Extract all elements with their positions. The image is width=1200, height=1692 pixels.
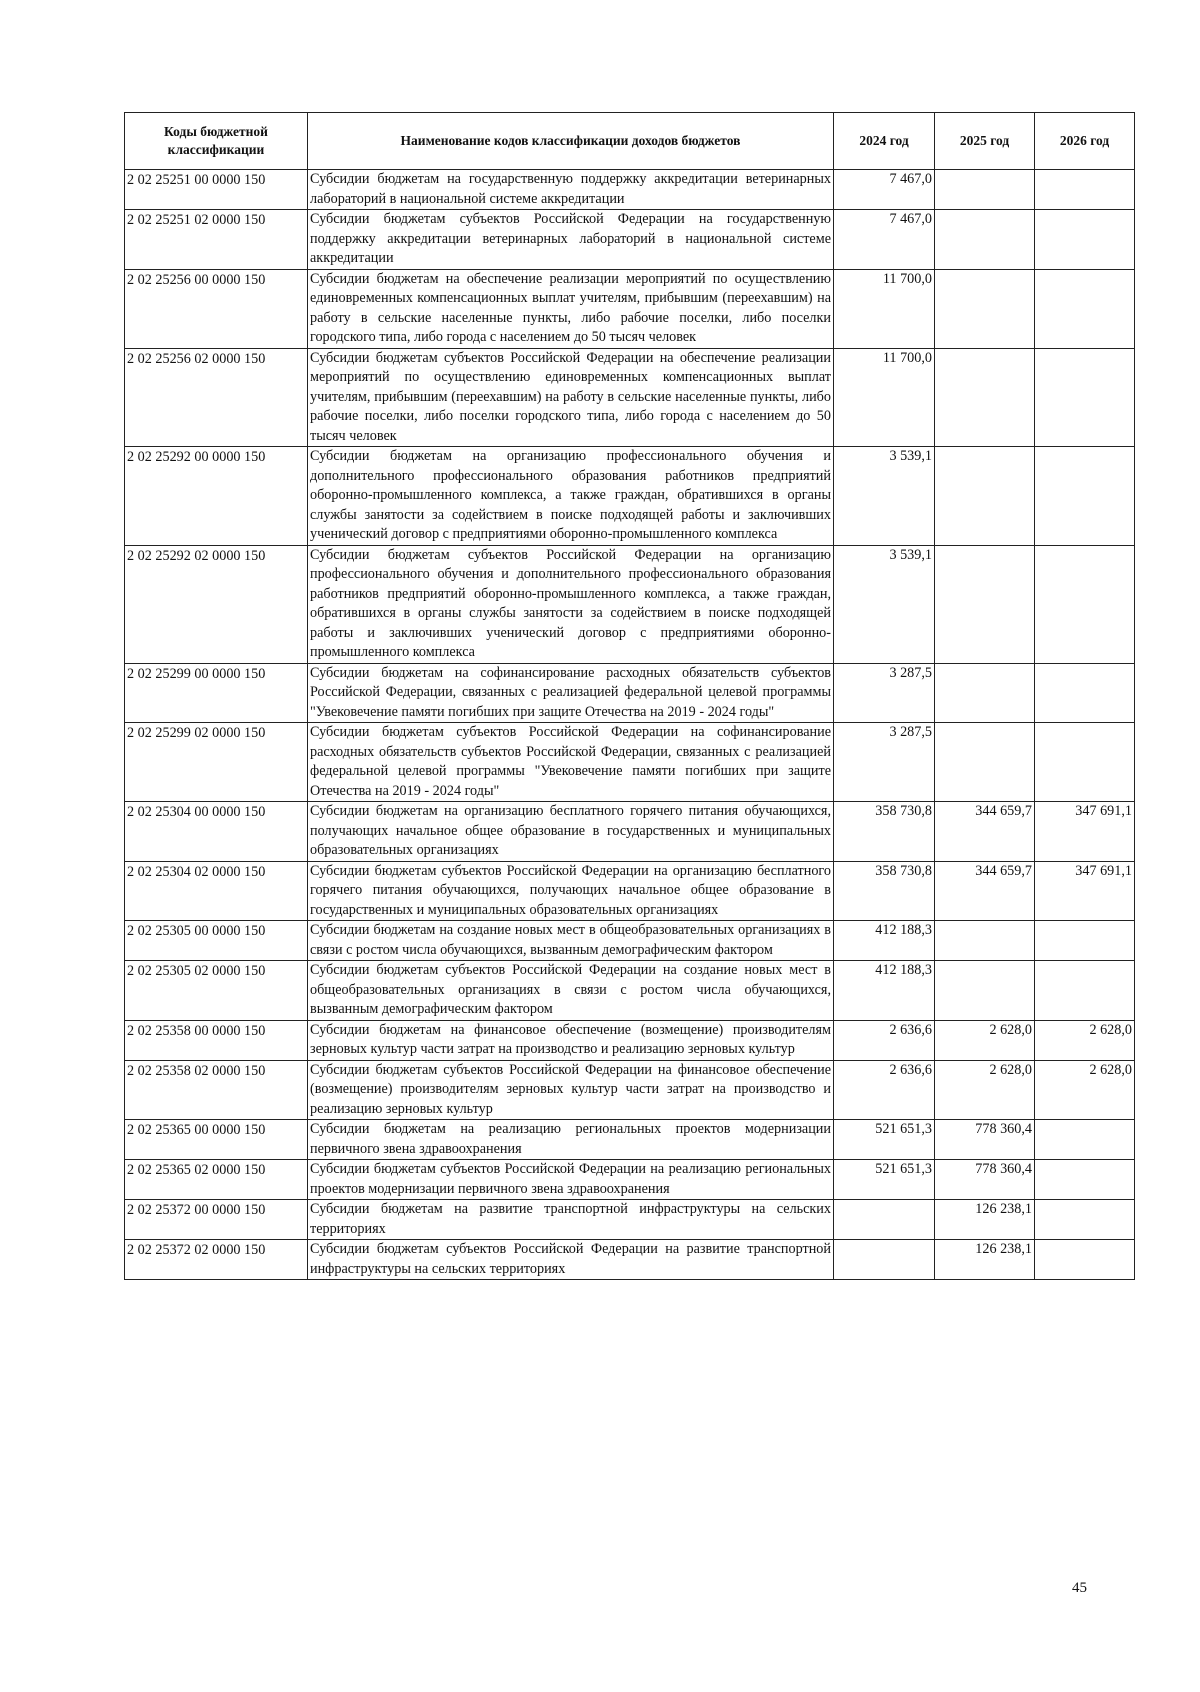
table-row bbox=[125, 723, 1135, 802]
header-name: Наименование кодов классификации доходов бюджетов bbox=[308, 113, 834, 170]
value-2025-cell bbox=[935, 269, 1035, 348]
value-2026-cell bbox=[1035, 921, 1135, 961]
value-2024-cell: 358 730,8 bbox=[834, 802, 935, 862]
value-2025-cell: 2 628,0 bbox=[935, 1060, 1035, 1120]
table-row bbox=[125, 210, 1135, 270]
value-2026-cell bbox=[1035, 170, 1135, 210]
table-row bbox=[125, 802, 1135, 862]
value-2026-cell bbox=[1035, 961, 1135, 1021]
table-row bbox=[125, 348, 1135, 447]
code-cell: 2 02 25365 00 0000 150 bbox=[125, 1120, 308, 1160]
value-2024-cell: 521 651,3 bbox=[834, 1160, 935, 1200]
value-2026-cell bbox=[1035, 545, 1135, 663]
value-2024-cell: 521 651,3 bbox=[834, 1120, 935, 1160]
table-row bbox=[125, 961, 1135, 1021]
name-cell: Субсидии бюджетам на организацию бесплатного горячего питания обучающихся, получающих начальное общее образование в государственных и муниципальных образовательных организациях bbox=[308, 802, 834, 862]
name-cell: Субсидии бюджетам на обеспечение реализации мероприятий по осуществлению единовременных компенсационных выплат учителям, прибывшим (переехавшим) на работу в сельские населенные пункты, либо рабочие поселки, либо поселки городского типа, либо города с населением до 50 тысяч человек bbox=[308, 269, 834, 348]
budget-classification-table bbox=[124, 112, 1135, 1280]
value-2026-cell: 2 628,0 bbox=[1035, 1020, 1135, 1060]
value-2024-cell: 358 730,8 bbox=[834, 861, 935, 921]
value-2024-cell: 2 636,6 bbox=[834, 1060, 935, 1120]
code-cell: 2 02 25358 02 0000 150 bbox=[125, 1060, 308, 1120]
value-2025-cell bbox=[935, 447, 1035, 546]
value-2025-cell: 344 659,7 bbox=[935, 861, 1035, 921]
name-cell: Субсидии бюджетам субъектов Российской Федерации на обеспечение реализации мероприятий по осуществлению единовременных компенсационных выплат учителям, прибывшим (переехавшим) на работу в сельские населенные пункты, либо рабочие поселки, либо поселки городского типа, либо города с населением до 50 тысяч человек bbox=[308, 348, 834, 447]
value-2024-cell: 7 467,0 bbox=[834, 170, 935, 210]
value-2025-cell bbox=[935, 961, 1035, 1021]
code-cell: 2 02 25372 00 0000 150 bbox=[125, 1200, 308, 1240]
value-2024-cell: 412 188,3 bbox=[834, 961, 935, 1021]
value-2026-cell bbox=[1035, 723, 1135, 802]
header-2025: 2025 год bbox=[935, 113, 1035, 170]
name-cell: Субсидии бюджетам субъектов Российской Федерации на реализацию региональных проектов модернизации первичного звена здравоохранения bbox=[308, 1160, 834, 1200]
name-cell: Субсидии бюджетам субъектов Российской Федерации на создание новых мест в общеобразовательных организациях в связи с ростом числа обучающихся, вызванным демографическим фактором bbox=[308, 961, 834, 1021]
name-cell: Субсидии бюджетам на государственную поддержку аккредитации ветеринарных лабораторий в национальной системе аккредитации bbox=[308, 170, 834, 210]
table-row bbox=[125, 921, 1135, 961]
value-2025-cell bbox=[935, 921, 1035, 961]
table-row bbox=[125, 1160, 1135, 1200]
value-2024-cell bbox=[834, 1200, 935, 1240]
header-2024: 2024 год bbox=[834, 113, 935, 170]
table-row bbox=[125, 269, 1135, 348]
value-2026-cell bbox=[1035, 1160, 1135, 1200]
value-2024-cell: 3 287,5 bbox=[834, 723, 935, 802]
value-2026-cell bbox=[1035, 269, 1135, 348]
value-2025-cell bbox=[935, 663, 1035, 723]
value-2025-cell: 2 628,0 bbox=[935, 1020, 1035, 1060]
name-cell: Субсидии бюджетам субъектов Российской Федерации на финансовое обеспечение (возмещение) производителям зерновых культур части затрат на производство и реализацию зерновых культур bbox=[308, 1060, 834, 1120]
code-cell: 2 02 25251 02 0000 150 bbox=[125, 210, 308, 270]
value-2026-cell bbox=[1035, 1200, 1135, 1240]
value-2026-cell bbox=[1035, 1120, 1135, 1160]
table-row bbox=[125, 1020, 1135, 1060]
name-cell: Субсидии бюджетам субъектов Российской Федерации на государственную поддержку аккредитации ветеринарных лабораторий в национальной системе аккредитации bbox=[308, 210, 834, 270]
code-cell: 2 02 25256 02 0000 150 bbox=[125, 348, 308, 447]
code-cell: 2 02 25304 00 0000 150 bbox=[125, 802, 308, 862]
value-2024-cell: 412 188,3 bbox=[834, 921, 935, 961]
value-2025-cell: 126 238,1 bbox=[935, 1200, 1035, 1240]
code-cell: 2 02 25299 00 0000 150 bbox=[125, 663, 308, 723]
table-row bbox=[125, 1240, 1135, 1280]
table-row bbox=[125, 1200, 1135, 1240]
table-row bbox=[125, 170, 1135, 210]
table-row bbox=[125, 663, 1135, 723]
code-cell: 2 02 25292 02 0000 150 bbox=[125, 545, 308, 663]
name-cell: Субсидии бюджетам на софинансирование расходных обязательств субъектов Российской Федерации, связанных с реализацией федеральной целевой программы "Увековечение памяти погибших при защите Отечества на 2019 - 2024 годы" bbox=[308, 663, 834, 723]
value-2025-cell: 778 360,4 bbox=[935, 1160, 1035, 1200]
code-cell: 2 02 25251 00 0000 150 bbox=[125, 170, 308, 210]
table-header-row bbox=[125, 113, 1135, 170]
value-2024-cell: 7 467,0 bbox=[834, 210, 935, 270]
table-row bbox=[125, 545, 1135, 663]
value-2024-cell: 11 700,0 bbox=[834, 348, 935, 447]
name-cell: Субсидии бюджетам субъектов Российской Федерации на организацию профессионального обучения и дополнительного профессионального образования работников предприятий оборонно-промышленного комплекса, а также граждан, обратившихся в органы службы занятости за содействием в поиске подходящей работы и заключивших ученический договор с предприятиями оборонно-промышленного комплекса bbox=[308, 545, 834, 663]
value-2024-cell: 2 636,6 bbox=[834, 1020, 935, 1060]
table-row bbox=[125, 1060, 1135, 1120]
code-cell: 2 02 25299 02 0000 150 bbox=[125, 723, 308, 802]
value-2024-cell: 11 700,0 bbox=[834, 269, 935, 348]
name-cell: Субсидии бюджетам на реализацию региональных проектов модернизации первичного звена здравоохранения bbox=[308, 1120, 834, 1160]
header-code: Коды бюджетной классификации bbox=[125, 113, 308, 170]
value-2025-cell bbox=[935, 348, 1035, 447]
table-body bbox=[125, 170, 1135, 1280]
code-cell: 2 02 25256 00 0000 150 bbox=[125, 269, 308, 348]
value-2026-cell bbox=[1035, 663, 1135, 723]
value-2025-cell bbox=[935, 723, 1035, 802]
name-cell: Субсидии бюджетам на развитие транспортной инфраструктуры на сельских территориях bbox=[308, 1200, 834, 1240]
page-number: 45 bbox=[1072, 1580, 1087, 1596]
table-row bbox=[125, 447, 1135, 546]
code-cell: 2 02 25292 00 0000 150 bbox=[125, 447, 308, 546]
value-2026-cell: 347 691,1 bbox=[1035, 802, 1135, 862]
value-2025-cell: 778 360,4 bbox=[935, 1120, 1035, 1160]
value-2026-cell bbox=[1035, 348, 1135, 447]
name-cell: Субсидии бюджетам на финансовое обеспечение (возмещение) производителям зерновых культур части затрат на производство и реализацию зерновых культур bbox=[308, 1020, 834, 1060]
table-row bbox=[125, 861, 1135, 921]
name-cell: Субсидии бюджетам субъектов Российской Федерации на софинансирование расходных обязательств субъектов Российской Федерации, связанных с реализацией федеральной целевой программы "Увековечение памяти погибших при защите Отечества на 2019 - 2024 годы" bbox=[308, 723, 834, 802]
table-row bbox=[125, 1120, 1135, 1160]
code-cell: 2 02 25358 00 0000 150 bbox=[125, 1020, 308, 1060]
header-2026: 2026 год bbox=[1035, 113, 1135, 170]
value-2024-cell: 3 539,1 bbox=[834, 545, 935, 663]
code-cell: 2 02 25365 02 0000 150 bbox=[125, 1160, 308, 1200]
value-2026-cell bbox=[1035, 447, 1135, 546]
code-cell: 2 02 25305 00 0000 150 bbox=[125, 921, 308, 961]
value-2025-cell bbox=[935, 170, 1035, 210]
name-cell: Субсидии бюджетам на создание новых мест в общеобразовательных организациях в связи с ростом числа обучающихся, вызванным демографическим фактором bbox=[308, 921, 834, 961]
value-2024-cell bbox=[834, 1240, 935, 1280]
value-2025-cell: 126 238,1 bbox=[935, 1240, 1035, 1280]
name-cell: Субсидии бюджетам на организацию профессионального обучения и дополнительного профессионального образования работников предприятий оборонно-промышленного комплекса, а также граждан, обратившихся в органы службы занятости за содействием в поиске подходящей работы и заключивших ученический договор с предприятиями оборонно-промышленного комплекса bbox=[308, 447, 834, 546]
value-2025-cell bbox=[935, 545, 1035, 663]
code-cell: 2 02 25305 02 0000 150 bbox=[125, 961, 308, 1021]
value-2024-cell: 3 539,1 bbox=[834, 447, 935, 546]
value-2026-cell bbox=[1035, 210, 1135, 270]
name-cell: Субсидии бюджетам субъектов Российской Федерации на организацию бесплатного горячего питания обучающихся, получающих начальное общее образование в государственных и муниципальных образовательных организациях bbox=[308, 861, 834, 921]
code-cell: 2 02 25372 02 0000 150 bbox=[125, 1240, 308, 1280]
code-cell: 2 02 25304 02 0000 150 bbox=[125, 861, 308, 921]
value-2025-cell bbox=[935, 210, 1035, 270]
value-2026-cell: 347 691,1 bbox=[1035, 861, 1135, 921]
name-cell: Субсидии бюджетам субъектов Российской Федерации на развитие транспортной инфраструктуры на сельских территориях bbox=[308, 1240, 834, 1280]
value-2026-cell bbox=[1035, 1240, 1135, 1280]
value-2025-cell: 344 659,7 bbox=[935, 802, 1035, 862]
value-2026-cell: 2 628,0 bbox=[1035, 1060, 1135, 1120]
value-2024-cell: 3 287,5 bbox=[834, 663, 935, 723]
